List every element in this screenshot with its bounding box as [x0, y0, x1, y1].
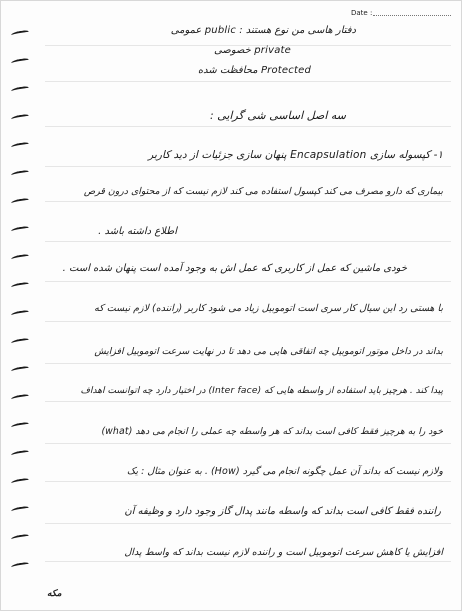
binding-ring	[11, 338, 30, 345]
body-line: خودی ماشین که عمل از کاربری که عمل اش به وجود آمده است پنهان شده است .	[62, 263, 407, 274]
body-line: پیدا کند . هرچیز باید استفاده از واسطه هایی که (Inter face) در اختیار دارد چه اتوانست اهداف	[80, 386, 443, 396]
ruled-line	[45, 201, 451, 202]
binding-ring	[11, 282, 30, 289]
body-line: اطلاع داشته باشد .	[98, 226, 177, 237]
body-line: ۱- کپسوله سازی Encapsulation پنهان سازی جزئیات از دید کاربر	[148, 149, 443, 161]
binding-ring	[11, 86, 30, 93]
ruled-line	[45, 241, 451, 242]
ruled-line	[45, 561, 451, 562]
ruled-line	[45, 81, 451, 82]
body-line: با هستی رد این سیال کار سری است اتوموبیل زیاد می شود کاربر (راننده) لازم نیست که	[94, 303, 443, 314]
date-line	[373, 15, 451, 16]
body-line: بیماری که دارو مصرف می کند کپسول استفاده می کند لازم نیست که از محتوای درون قرص	[83, 186, 443, 197]
binding-ring	[11, 422, 30, 429]
binding-ring	[11, 226, 30, 233]
binding-ring	[11, 450, 30, 457]
ruled-line	[45, 443, 451, 444]
binding-ring	[11, 506, 30, 513]
ruled-line	[45, 281, 451, 282]
ruled-line	[45, 401, 451, 402]
binding-ring	[11, 30, 30, 37]
section-title: سه اصل اساسی شی گرایی :	[209, 109, 346, 122]
binding-ring	[11, 198, 30, 205]
body-line: راننده فقط کافی است بداند که واسطه مانند پدال گاز وجود دارد و وظیفه آن	[124, 506, 441, 517]
ruled-line	[45, 321, 451, 322]
access-modifier-private: private خصوصی	[214, 45, 291, 56]
footer-mark: مکه	[47, 589, 62, 599]
access-modifier-public: دفتار هاسی من نوع هستند : public عمومی	[170, 25, 356, 36]
binding-ring	[11, 254, 30, 261]
body-line: افزایش یا کاهش سرعت اتوموبیل است و راننده لازم نیست بداند که واسط پدال	[124, 547, 443, 558]
body-line: بداند در داخل موتور اتوموبیل چه اتفاقی هایی می دهد تا در نهایت سرعت اتوموبیل افزایش	[94, 346, 443, 357]
ruled-line	[45, 363, 451, 364]
ruled-line	[45, 481, 451, 482]
body-line: خود را به هرچیز فقط کافی است بداند که هر واسطه چه عملی را انجام می دهد (what)	[101, 426, 443, 437]
ruled-line	[45, 126, 451, 127]
binding-ring	[11, 170, 30, 177]
date-label: Date :	[351, 9, 373, 17]
binding-ring	[11, 478, 30, 485]
binding-ring	[11, 562, 30, 569]
binding-ring	[11, 394, 30, 401]
binding-ring	[11, 310, 30, 317]
binding-ring	[11, 114, 30, 121]
body-line: ولازم نیست که بداند آن عمل چگونه انجام می گیرد (How) . به عنوان مثال : یک	[126, 466, 443, 477]
binding-ring	[11, 58, 30, 65]
access-modifier-protected: Protected محافظت شده	[197, 65, 311, 76]
binding-ring	[11, 142, 30, 149]
ruled-line	[45, 523, 451, 524]
binding-ring	[11, 366, 30, 373]
ruled-line	[45, 166, 451, 167]
binding-ring	[11, 534, 30, 541]
